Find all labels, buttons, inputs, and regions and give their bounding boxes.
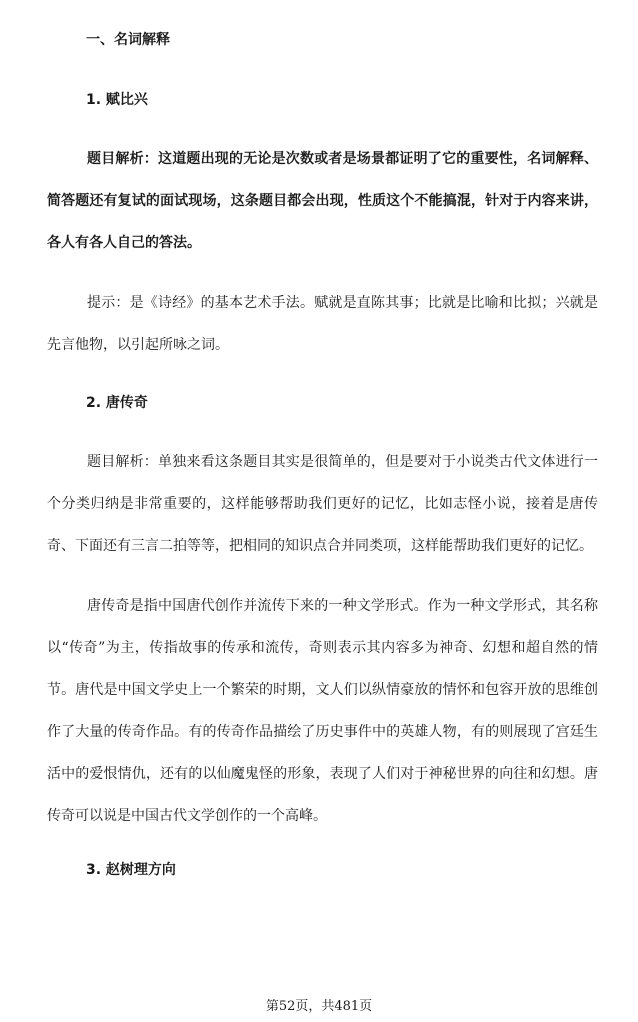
- page-number-footer: 第52页，共481页: [265, 999, 373, 1014]
- analysis-paragraph-tangchuanqi: 题目解析：单独来看这条题目其实是很简单的，但是要对于小说类古代文体进行一个分类归纳是非常重要的，这样能够帮助我们更好的记忆，比如志怪小说，接着是唐传奇、下面还有三言二拍等等，把相同的知识点合并同类项，这样能帮助我们更好的记忆。: [47, 454, 598, 554]
- item-heading-fubixing: 1. 赋比兴: [86, 92, 148, 108]
- body-paragraph-tangchuanqi: 唐传奇是指中国唐代创作并流传下来的一种文学形式。作为一种文学形式，其名称以“传奇”为主，传指故事的传承和流传，奇则表示其内容多为神奇、幻想和超自然的情节。唐代是中国文学史上一个繁荣的时期，文人们以纵情豪放的情怀和包容开放的思维创作了大量的传奇作品。有的传奇作品描绘了历史事件中的英雄人物，有的则展现了宫廷生活中的爱恨情仇，还有的以仙魔鬼怪的形象，表现了人们对于神秘世界的向往和幻想。唐传奇可以说是中国古代文学创作的一个高峰。: [47, 598, 598, 824]
- item-heading-zhaoshuli: 3. 赵树理方向: [86, 862, 176, 878]
- section-title: 一、名词解释: [86, 32, 170, 48]
- analysis-paragraph-fubixing: 题目解析：这道题出现的无论是次数或者是场景都证明了它的重要性，名词解释、简答题还有复试的面试现场，这条题目都会出现，性质这个不能搞混，针对于内容来讲，各人有各人自己的答法。: [47, 151, 598, 251]
- item-heading-tangchuanqi: 2. 唐传奇: [86, 395, 148, 411]
- hint-paragraph-fubixing: 提示：是《诗经》的基本艺术手法。赋就是直陈其事；比就是比喻和比拟；兴就是先言他物，以引起所咏之词。: [47, 295, 598, 353]
